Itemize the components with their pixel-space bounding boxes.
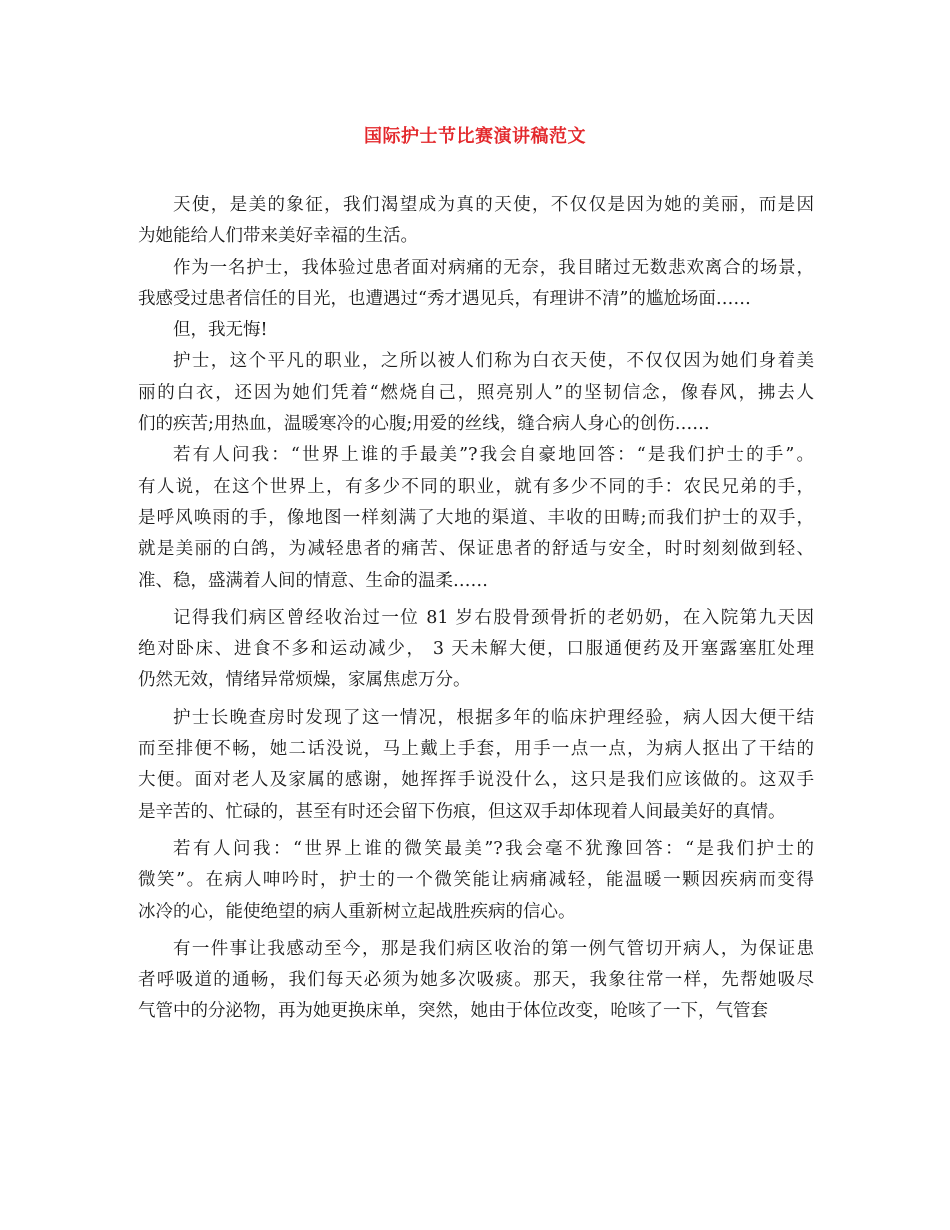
paragraph xyxy=(138,346,814,440)
paragraph-line: 就是美丽的白鸽，为减轻患者的痛苦、保证患者的舒适与安全，时时刻刻做到轻、 xyxy=(138,539,814,560)
paragraph-line: 丽的白衣，还因为她们凭着“燃烧自己，照亮别人”的坚韧信念，像春风，拂去人 xyxy=(138,382,814,403)
paragraph-line: 大便。面对老人及家属的感谢，她挥挥手说没什么，这只是我们应该做的。这双手 xyxy=(138,770,814,791)
paragraph-line: 有一件事让我感动至今，那是我们病区收治的第一例气管切开病人，为保证患 xyxy=(173,938,814,959)
document-body xyxy=(138,190,814,1028)
paragraph-line: 绝对卧床、进食不多和运动减少， 3 天未解大便，口服通便药及开塞露塞肛处理 xyxy=(138,639,814,660)
paragraph-line: 有人说，在这个世界上，有多少不同的职业，就有多少不同的手：农民兄弟的手， xyxy=(138,476,814,497)
paragraph-line: 护士长晚查房时发现了这一情况，根据多年的临床护理经验，病人因大便干结 xyxy=(173,707,814,728)
paragraph-line: 为她能给人们带来美好幸福的生活。 xyxy=(138,226,418,247)
paragraph xyxy=(138,253,814,316)
paragraph-line: 若有人问我：“世界上谁的微笑最美”?我会毫不犹豫回答：“是我们护士的 xyxy=(173,838,814,859)
paragraph-line: 微笑”。在病人呻吟时，护士的一个微笑能让病痛减轻，能温暖一颗因疾病而变得 xyxy=(138,870,814,891)
paragraph-line: 是辛苦的、忙碌的，甚至有时还会留下伤痕，但这双手却体现着人间最美好的真情。 xyxy=(138,801,786,822)
paragraph-line: 护士，这个平凡的职业，之所以被人们称为白衣天使，不仅仅因为她们身着美 xyxy=(173,351,814,372)
paragraph-line: 们的疾苦;用热血，温暖寒冷的心腹;用爱的丝线，缝合病人身心的创伤…… xyxy=(138,414,710,435)
paragraph-line: 若有人问我：“世界上谁的手最美”?我会自豪地回答：“是我们护士的手”。 xyxy=(173,445,814,466)
paragraph xyxy=(138,703,814,828)
paragraph-line: 准、稳，盛满着人间的情意、生命的温柔…… xyxy=(138,570,488,591)
document-title: 国际护士节比赛演讲稿范文 xyxy=(364,126,586,147)
paragraph-line: 天使，是美的象征，我们渴望成为真的天使，不仅仅是因为她的美丽，而是因 xyxy=(173,195,814,215)
paragraph-line: 我感受过患者信任的目光，也遭遇过“秀才遇见兵，有理讲不清”的尴尬场面…… xyxy=(138,288,751,309)
paragraph-line: 冰冷的心，能使绝望的病人重新树立起战胜疾病的信心。 xyxy=(138,901,576,922)
paragraph xyxy=(138,190,814,253)
paragraph-line: 仍然无效，情绪异常烦燥，家属焦虑万分。 xyxy=(138,670,471,691)
paragraph-line: 但，我无悔! xyxy=(173,320,268,341)
paragraph xyxy=(138,315,814,346)
paragraph-line: 作为一名护士，我体验过患者面对病痛的无奈，我目睹过无数悲欢离合的场景， xyxy=(173,257,814,278)
paragraph xyxy=(138,834,814,928)
paragraph-line: 是呼风唤雨的手，像地图一样刻满了大地的渠道、丰收的田畴;而我们护士的双手， xyxy=(138,507,814,528)
paragraph-line: 气管中的分泌物，再为她更换床单，突然，她由于体位改变，呛咳了一下，气管套 xyxy=(138,1001,768,1022)
paragraph-line: 而至排便不畅，她二话没说，马上戴上手套，用手一点一点，为病人抠出了干结的 xyxy=(138,739,814,760)
paragraph xyxy=(138,440,814,596)
paragraph xyxy=(138,603,814,697)
paragraph-line: 记得我们病区曾经收治过一位 81 岁右股骨颈骨折的老奶奶，在入院第九天因 xyxy=(173,607,814,628)
paragraph-line: 者呼吸道的通畅，我们每天必须为她多次吸痰。那天，我象往常一样，先帮她吸尽 xyxy=(138,970,814,991)
paragraph xyxy=(138,934,814,1028)
